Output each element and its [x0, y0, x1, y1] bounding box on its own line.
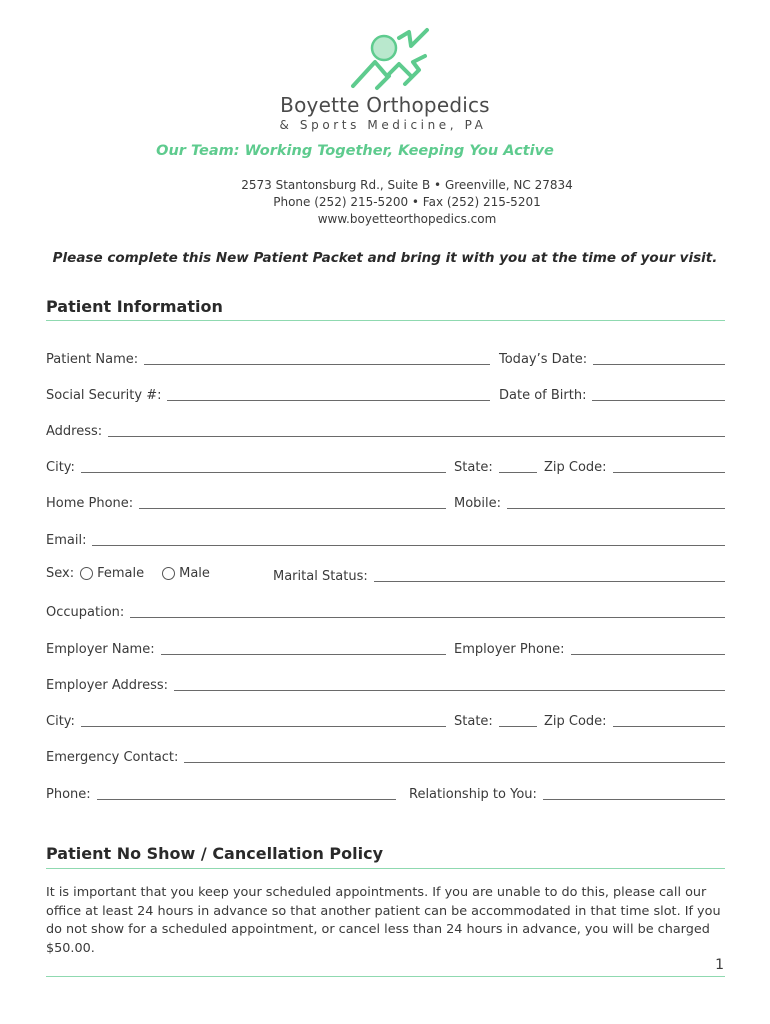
- employer-phone-line[interactable]: [571, 653, 725, 655]
- employer-zip-label: Zip Code:: [544, 714, 607, 729]
- brand-subtitle: & Sports Medicine, PA: [279, 118, 487, 132]
- dob-label: Date of Birth:: [499, 388, 587, 403]
- phone-line: Phone (252) 215-5200 • Fax (252) 215-5201: [273, 195, 541, 209]
- employer-zip-line[interactable]: [613, 725, 725, 727]
- runner-logo-icon: [347, 26, 433, 92]
- footer-divider: [46, 976, 725, 977]
- employer-name-field[interactable]: [46, 638, 446, 658]
- home-phone-field[interactable]: [46, 492, 446, 512]
- employer-zip-field[interactable]: [544, 710, 725, 730]
- email-line[interactable]: [92, 544, 725, 546]
- cancellation-policy-text: It is important that you keep your scheduled appointments. If you are unable to do this, please call our office at least 24 hours in advance so that another patient can be accommodated in that time slot. If you do not show for a scheduled appointment, or cancel less than 24 hours in advance, you will be charged $50.00.: [46, 885, 721, 956]
- employer-name-line[interactable]: [161, 653, 446, 655]
- employer-address-field[interactable]: [46, 674, 725, 694]
- home-phone-line[interactable]: [139, 507, 446, 509]
- female-radio[interactable]: [80, 567, 93, 580]
- employer-phone-field[interactable]: [454, 638, 725, 658]
- tagline: Our Team: Working Together, Keeping You Active: [156, 143, 554, 159]
- employer-state-line[interactable]: [499, 725, 537, 727]
- marital-status-label: Marital Status:: [273, 569, 368, 584]
- employer-state-field[interactable]: [454, 710, 537, 730]
- zip-field[interactable]: [544, 456, 725, 476]
- address-line: 2573 Stantonsburg Rd., Suite B • Greenville, NC 27834: [241, 178, 573, 192]
- website-link: www.boyetteorthopedics.com: [317, 212, 497, 226]
- todays-date-label: Today’s Date:: [499, 352, 588, 367]
- ssn-label: Social Security #:: [46, 388, 162, 403]
- employer-address-line[interactable]: [174, 689, 725, 691]
- state-line[interactable]: [499, 471, 537, 473]
- city-line[interactable]: [81, 471, 446, 473]
- occupation-field[interactable]: [46, 601, 725, 621]
- contact-block: [22, 177, 770, 228]
- patient-name-field[interactable]: [46, 348, 490, 368]
- employer-phone-label: Employer Phone:: [454, 642, 565, 657]
- sex-label: Sex:: [46, 566, 75, 581]
- city-field[interactable]: [46, 456, 446, 476]
- mobile-label: Mobile:: [454, 496, 502, 511]
- address-label: Address:: [46, 424, 103, 439]
- cancellation-policy-title: Patient No Show / Cancellation Policy: [46, 844, 384, 863]
- zip-line[interactable]: [613, 471, 725, 473]
- male-label: Male: [179, 566, 210, 581]
- page-number: 1: [715, 957, 724, 973]
- dob-line[interactable]: [592, 399, 725, 401]
- home-phone-label: Home Phone:: [46, 496, 134, 511]
- emergency-contact-line[interactable]: [184, 761, 725, 763]
- occupation-label: Occupation:: [46, 605, 125, 620]
- emergency-phone-label: Phone:: [46, 787, 91, 802]
- mobile-field[interactable]: [454, 492, 725, 512]
- marital-status-field[interactable]: [273, 565, 725, 585]
- address-field[interactable]: [46, 420, 725, 440]
- employer-city-label: City:: [46, 714, 75, 729]
- todays-date-field[interactable]: [499, 348, 725, 368]
- brand-name: Boyette Orthopedics: [280, 93, 490, 117]
- emergency-contact-label: Emergency Contact:: [46, 750, 179, 765]
- section-divider: [46, 868, 725, 869]
- employer-state-label: State:: [454, 714, 493, 729]
- occupation-line[interactable]: [130, 616, 725, 618]
- patient-name-label: Patient Name:: [46, 352, 139, 367]
- zip-label: Zip Code:: [544, 460, 607, 475]
- city-label: City:: [46, 460, 75, 475]
- email-label: Email:: [46, 533, 87, 548]
- ssn-field[interactable]: [46, 384, 490, 404]
- emergency-phone-line[interactable]: [97, 798, 396, 800]
- dob-field[interactable]: [499, 384, 725, 404]
- state-field[interactable]: [454, 456, 537, 476]
- employer-name-label: Employer Name:: [46, 642, 155, 657]
- female-label: Female: [97, 566, 145, 581]
- address-line-input[interactable]: [108, 435, 725, 437]
- patient-name-line[interactable]: [144, 363, 490, 365]
- emergency-phone-field[interactable]: [46, 783, 396, 803]
- todays-date-line[interactable]: [593, 363, 725, 365]
- section-divider: [46, 320, 725, 321]
- packet-instruction: Please complete this New Patient Packet and bring it with you at the time of your visit.: [52, 250, 718, 266]
- email-field[interactable]: [46, 529, 725, 549]
- relationship-label: Relationship to You:: [409, 787, 537, 802]
- relationship-field[interactable]: [409, 783, 725, 803]
- patient-information-title: Patient Information: [46, 297, 223, 316]
- male-radio[interactable]: [162, 567, 175, 580]
- state-label: State:: [454, 460, 493, 475]
- ssn-line[interactable]: [167, 399, 490, 401]
- sex-radio-group: [46, 566, 216, 581]
- emergency-contact-field[interactable]: [46, 746, 725, 766]
- mobile-line[interactable]: [507, 507, 725, 509]
- employer-city-field[interactable]: [46, 710, 446, 730]
- relationship-line[interactable]: [543, 798, 725, 800]
- employer-city-line[interactable]: [81, 725, 446, 727]
- marital-status-line[interactable]: [374, 580, 725, 582]
- employer-address-label: Employer Address:: [46, 678, 169, 693]
